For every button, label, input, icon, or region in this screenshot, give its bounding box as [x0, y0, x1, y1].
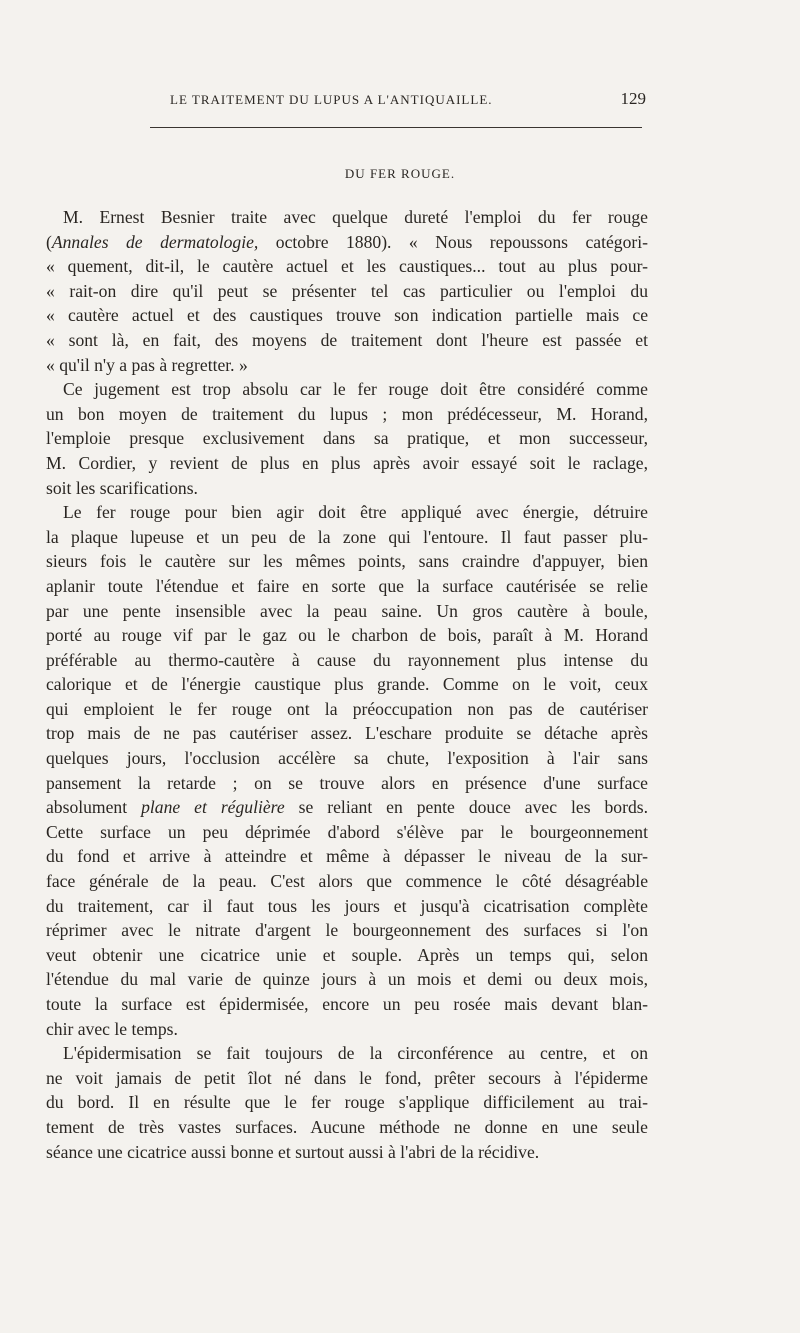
text-run: Ce jugement est trop absolu car le fer rouge doit être considéré comme — [63, 379, 648, 400]
text-run: sieurs fois le cautère sur les mêmes points, sans craindre d'appuyer, bien — [46, 551, 648, 572]
text-line — [46, 1066, 648, 1091]
text-run: quelques jours, l'occlusion accélère sa chute, l'exposition à l'air sans — [46, 748, 648, 769]
text-line — [46, 525, 648, 550]
text-line — [46, 697, 648, 722]
text-run: chir avec le temps. — [46, 1018, 178, 1039]
italic-text: Annales de dermatologie, — [51, 231, 259, 252]
text-line — [46, 353, 648, 378]
text-line — [46, 328, 648, 353]
section-title: DU FER ROUGE. — [344, 166, 456, 181]
text-run: « sont là, en fait, des moyens de traitement dont l'heure est passée et — [46, 329, 648, 350]
text-run: qui emploient le fer rouge ont la préoccupation non pas de cautériser — [46, 698, 648, 719]
text-run: du traitement, car il faut tous les jours et jusqu'à cicatrisation complète — [46, 895, 648, 916]
italic-text: plane et régulière — [141, 797, 285, 818]
text-line — [46, 500, 648, 525]
text-run: calorique et de l'énergie caustique plus grande. Comme on le voit, ceux — [46, 674, 648, 695]
text-line — [46, 303, 648, 328]
paragraph — [46, 500, 648, 1041]
text-line — [46, 721, 648, 746]
text-line — [46, 820, 648, 845]
text-run: un bon moyen de traitement du lupus ; mon prédécesseur, M. Horand, — [46, 403, 648, 424]
body-text — [46, 205, 648, 1164]
text-run: l'emploie presque exclusivement dans sa pratique, et mon successeur, — [46, 428, 648, 449]
paragraph — [46, 205, 648, 377]
paragraph — [46, 377, 648, 500]
text-line — [46, 230, 648, 255]
page-number: 129 — [620, 89, 646, 108]
text-line — [46, 1090, 648, 1115]
text-run: M. Cordier, y revient de plus en plus après avoir essayé soit le raclage, — [46, 452, 648, 473]
text-line — [46, 918, 648, 943]
text-run: la plaque lupeuse et un peu de la zone qui l'entoure. Il faut passer plu- — [46, 526, 648, 547]
text-line — [46, 746, 648, 771]
text-run: ne voit jamais de petit îlot né dans le fond, prêter secours à l'épiderme — [46, 1067, 648, 1088]
text-line — [46, 599, 648, 624]
text-run: soit les scarifications. — [46, 477, 198, 498]
text-line — [46, 771, 648, 796]
text-line — [46, 402, 648, 427]
text-run: aplanir toute l'étendue et faire en sorte que la surface cautérisée se relie — [46, 575, 648, 596]
text-line — [46, 279, 648, 304]
text-run: absolument — [46, 797, 142, 818]
text-run: face générale de la peau. C'est alors que commence le côté désagréable — [46, 871, 648, 892]
text-run: porté au rouge vif par le gaz ou le charbon de bois, paraît à M. Horand — [46, 625, 648, 646]
text-run: séance une cicatrice aussi bonne et surtout aussi à l'abri de la récidive. — [46, 1141, 540, 1162]
text-line — [46, 672, 648, 697]
text-run: se reliant en pente douce avec les bords. — [284, 797, 649, 818]
text-line — [46, 992, 648, 1017]
text-line — [46, 205, 648, 230]
text-line — [46, 1017, 648, 1042]
text-line — [46, 476, 648, 501]
text-run: du bord. Il en résulte que le fer rouge s'applique difficilement au trai- — [46, 1092, 648, 1113]
text-line — [46, 894, 648, 919]
text-line — [46, 648, 648, 673]
text-line — [46, 623, 648, 648]
text-run: « quement, dit-il, le cautère actuel et les caustiques... tout au plus pour- — [46, 256, 648, 277]
text-run: « qu'il n'y a pas à regretter. » — [46, 354, 248, 375]
text-run: L'épidermisation se fait toujours de la circonférence au centre, et on — [63, 1043, 648, 1064]
text-line — [46, 1041, 648, 1066]
running-title: LE TRAITEMENT DU LUPUS A L'ANTIQUAILLE. — [170, 92, 493, 107]
text-run: « cautère actuel et des caustiques trouve son indication partielle mais ce — [46, 305, 648, 326]
text-line — [46, 1140, 648, 1165]
running-head — [150, 89, 650, 114]
text-run: pansement la retarde ; on se trouve alors en présence d'une surface — [46, 772, 648, 793]
text-run: toute la surface est épidermisée, encore un peu rosée mais devant blan- — [46, 994, 648, 1014]
text-line — [46, 795, 648, 820]
text-line — [46, 254, 648, 279]
paragraph — [46, 1041, 648, 1164]
text-run: M. Ernest Besnier traite avec quelque dureté l'emploi du fer rouge — [63, 207, 648, 227]
text-line — [46, 1115, 648, 1140]
text-run: ( — [46, 231, 52, 252]
text-run: octobre 1880). « Nous repoussons catégori- — [258, 231, 648, 252]
text-run: réprimer avec le nitrate d'argent le bourgeonnement des surfaces si l'on — [46, 920, 648, 941]
text-run: l'étendue du mal varie de quinze jours à un mois et demi ou deux mois, — [46, 969, 648, 990]
text-run: « rait-on dire qu'il peut se présenter tel cas particulier ou l'emploi du — [46, 280, 648, 301]
text-line — [46, 943, 648, 968]
header-rule — [150, 127, 642, 128]
text-run: trop mais de ne pas cautériser assez. L'eschare produite se détache après — [46, 723, 648, 744]
text-line — [46, 574, 648, 599]
text-line — [46, 869, 648, 894]
text-run: Le fer rouge pour bien agir doit être appliqué avec énergie, détruire — [63, 502, 648, 523]
text-line — [46, 426, 648, 451]
text-run: préférable au thermo-cautère à cause du rayonnement plus intense du — [46, 649, 648, 670]
text-run: veut obtenir une cicatrice unie et souple. Après un temps qui, selon — [46, 944, 648, 965]
text-line — [46, 451, 648, 476]
text-run: par une pente insensible avec la peau saine. Un gros cautère à boule, — [46, 600, 648, 621]
text-line — [46, 549, 648, 574]
text-run: du fond et arrive à atteindre et même à dépasser le niveau de la sur- — [46, 846, 648, 867]
text-line — [46, 844, 648, 869]
text-line — [46, 377, 648, 402]
text-line — [46, 967, 648, 992]
text-run: Cette surface un peu déprimée d'abord s'élève par le bourgeonnement — [46, 821, 648, 842]
text-run: tement de très vastes surfaces. Aucune méthode ne donne en une seule — [46, 1116, 648, 1137]
